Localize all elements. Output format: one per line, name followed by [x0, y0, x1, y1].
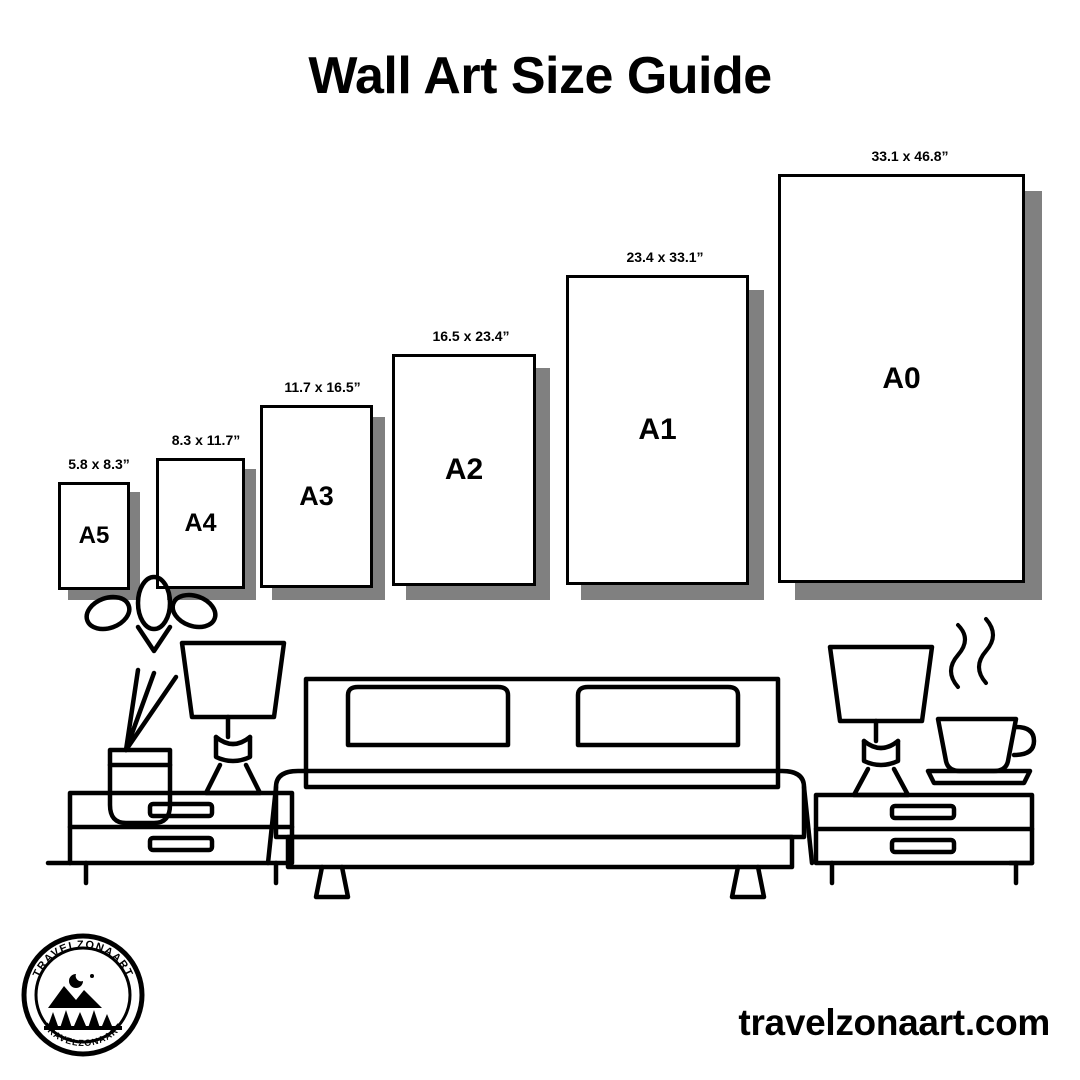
size-box-a3 — [260, 405, 373, 588]
svg-text:TRAVELZONAART — [31, 939, 135, 979]
size-label-a4: 8.3 x 11.7” — [171, 432, 241, 448]
size-label-a5: 5.8 x 8.3” — [68, 456, 130, 472]
size-name-a3: A3 — [299, 481, 334, 511]
size-label-a1: 23.4 x 33.1” — [626, 249, 704, 265]
page-title: Wall Art Size Guide — [308, 47, 772, 105]
brand-logo — [18, 930, 148, 1060]
size-name-a1: A1 — [638, 413, 677, 446]
nightstand-right — [816, 795, 1032, 883]
size-frame-a2 — [392, 328, 550, 600]
size-label-a3: 11.7 x 16.5” — [284, 379, 361, 395]
size-name-a0: A0 — [882, 361, 921, 395]
logo-text-bottom: TRAVELZONAART — [41, 1021, 125, 1049]
size-name-a4: A4 — [184, 509, 217, 537]
size-label-a0: 33.1 x 46.8” — [871, 148, 949, 164]
size-frame-a0 — [778, 148, 1042, 600]
logo-text-top: TRAVELZONAART — [30, 938, 136, 980]
size-name-a2: A2 — [444, 453, 484, 486]
size-box-a0 — [778, 174, 1025, 583]
table-lamp-right — [830, 647, 932, 795]
size-chart — [0, 148, 1080, 600]
bedroom-illustration — [30, 565, 1050, 905]
bed — [268, 679, 812, 897]
size-frame-a1 — [566, 249, 764, 600]
website-url: travelzonaart.com — [738, 1002, 1050, 1043]
size-label-a2: 16.5 x 23.4” — [432, 328, 510, 344]
size-box-a2 — [392, 354, 536, 586]
size-name-a5: A5 — [78, 522, 110, 549]
table-lamp-left — [182, 643, 284, 793]
flower-vase-left — [82, 577, 220, 823]
coffee-cup-right — [928, 619, 1034, 783]
nightstand-left — [70, 793, 292, 883]
size-box-a1 — [566, 275, 749, 585]
